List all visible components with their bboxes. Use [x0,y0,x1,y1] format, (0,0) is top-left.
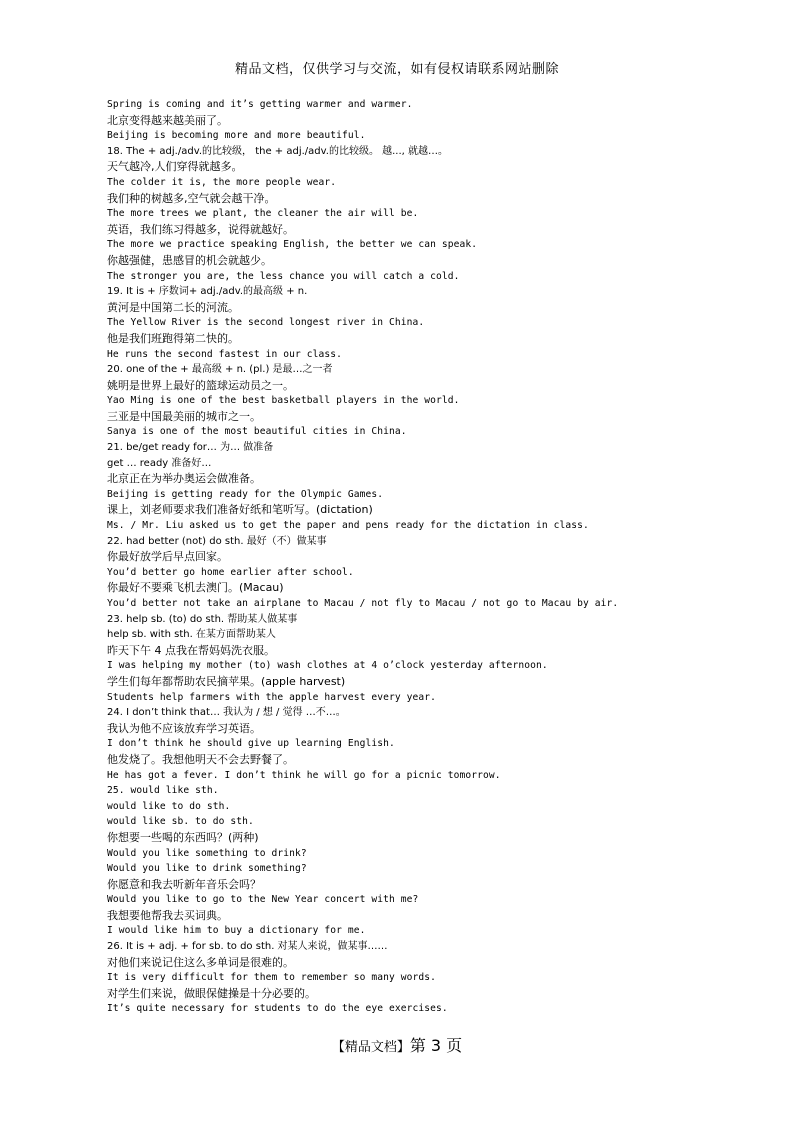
text-line: 学生们每年都帮助农民摘苹果。(apple harvest) [107,674,346,688]
text-line: 你想要一些喝的东西吗？(两种) [107,830,259,844]
text-line: Beijing is becoming more and more beautiful. [107,130,366,142]
text-line: 你越强健，患感冒的机会就越少。 [107,253,272,267]
text-line: Sanya is one of the most beautiful cities in China. [107,426,407,438]
text-line: 20. one of the + 最高级 + n. (pl.) 是最…之一者 [107,364,333,376]
text-line: 他发烧了。我想他明天不会去野餐了。 [107,752,294,766]
text-line: The stronger you are, the less chance you will catch a cold. [107,270,460,282]
text-line: He has got a fever. I don’t think he will go for a picnic tomorrow. [107,769,501,781]
text-line: Ms. / Mr. Liu asked us to get the paper and pens ready for the dictation in class. [107,520,589,532]
text-line: You’d better not take an airplane to Macau / not fly to Macau / not go to Macau by air. [107,598,619,609]
text-line: 19. It is + 序数词+ adj./adv.的最高级 + n. [107,286,308,298]
text-line: 我们种的树越多,空气就会越干净。 [107,191,276,205]
text-line: I would like him to buy a dictionary for me. [107,925,366,937]
text-line: help sb. with sth. 在某方面帮助某人 [107,629,276,641]
text-line: 你最好放学后早点回家。 [107,550,228,564]
text-line: 24. I don’t think that… 我认为 / 想 / 觉得 …不…。 [107,707,346,719]
text-line: 我想要他帮我去买词典。 [107,908,228,922]
text-line: get … ready 准备好… [107,457,212,469]
text-line: 三亚是中国最美丽的城市之一。 [107,409,261,423]
text-line: 23. help sb. (to) do sth. 帮助某人做某事 [107,613,298,625]
text-line: 姚明是世界上最好的篮球运动员之一。 [107,378,294,392]
text-line: 我认为他不应该放弃学习英语。 [107,721,261,735]
text-line: 26. It is + adj. + for sb. to do sth. 对某人来说，做某事…… [107,941,388,953]
text-line: 25. would like sth. [107,785,219,797]
text-line: The more we practice speaking English, the better we can speak. [107,239,478,251]
text-line: Students help farmers with the apple harvest every year. [107,691,437,703]
text-line: 你愿意和我去听新年音乐会吗？ [107,877,261,891]
text-line: I don’t think he should give up learning English. [107,738,395,750]
text-line: Spring is coming and it’s getting warmer and warmer. [107,99,413,110]
text-line: 他是我们班跑得第二快的。 [107,331,239,345]
text-line: Would you like to go to the New Year concert with me? [107,894,419,906]
text-line: would like to do sth. [107,800,231,812]
page-number: 第 3 页 [409,1036,463,1055]
text-line: 对学生们来说，做眼保健操是十分必要的。 [107,986,316,1000]
text-line: 对他们来说记住这么多单词是很难的。 [107,955,294,969]
text-line: 黄河是中国第二长的河流。 [107,300,239,314]
text-line: The colder it is, the more people wear. [107,176,337,188]
text-line: Yao Ming is one of the best basketball players in the world. [107,395,460,407]
document-body [107,97,747,1017]
text-line: 你最好不要乘飞机去澳门。(Macau) [107,581,284,595]
text-line: You’d better go home earlier after school. [107,566,354,578]
text-line: Beijing is getting ready for the Olympic Games. [107,488,384,500]
text-line: The more trees we plant, the cleaner the air will be. [107,208,419,220]
text-line: would like sb. to do sth. [107,816,254,828]
text-line: 22. had better (not) do sth. 最好（不）做某事 [107,535,327,547]
text-line: The Yellow River is the second longest river in China. [107,317,425,329]
text-line: 天气越冷,人们穿得就越多。 [107,160,243,174]
text-line: It’s quite necessary for students to do the eye exercises. [107,1003,448,1015]
text-line: 昨天下午 4 点我在帮妈妈洗衣服。 [107,643,275,657]
text-line: He runs the second fastest in our class. [107,348,343,360]
text-line: Would you like to drink something? [107,863,307,875]
text-line: 北京变得越来越美丽了。 [107,113,228,127]
page-footer [0,1033,794,1056]
page-header: 精品文档，仅供学习与交流，如有侵权请联系网站删除 [234,62,559,77]
text-line: Would you like something to drink? [107,847,307,859]
text-line: 18. The + adj./adv.的比较级， the + adj./adv.的比较级。 越..., 就越…。 [107,145,449,157]
text-line: 北京正在为举办奥运会做准备。 [107,472,261,486]
text-line: 课上，刘老师要求我们准备好纸和笔听写。(dictation) [107,503,373,517]
text-line: 21. be/get ready for… 为… 做准备 [107,442,274,454]
text-line: I was helping my mother (to) wash clothes at 4 o’clock yesterday afternoon. [107,660,548,672]
text-line: 英语，我们练习得越多，说得就越好。 [107,222,294,236]
text-line: It is very difficult for them to remember so many words. [107,972,437,984]
footer-tag: 【精品文档】 [331,1040,410,1055]
